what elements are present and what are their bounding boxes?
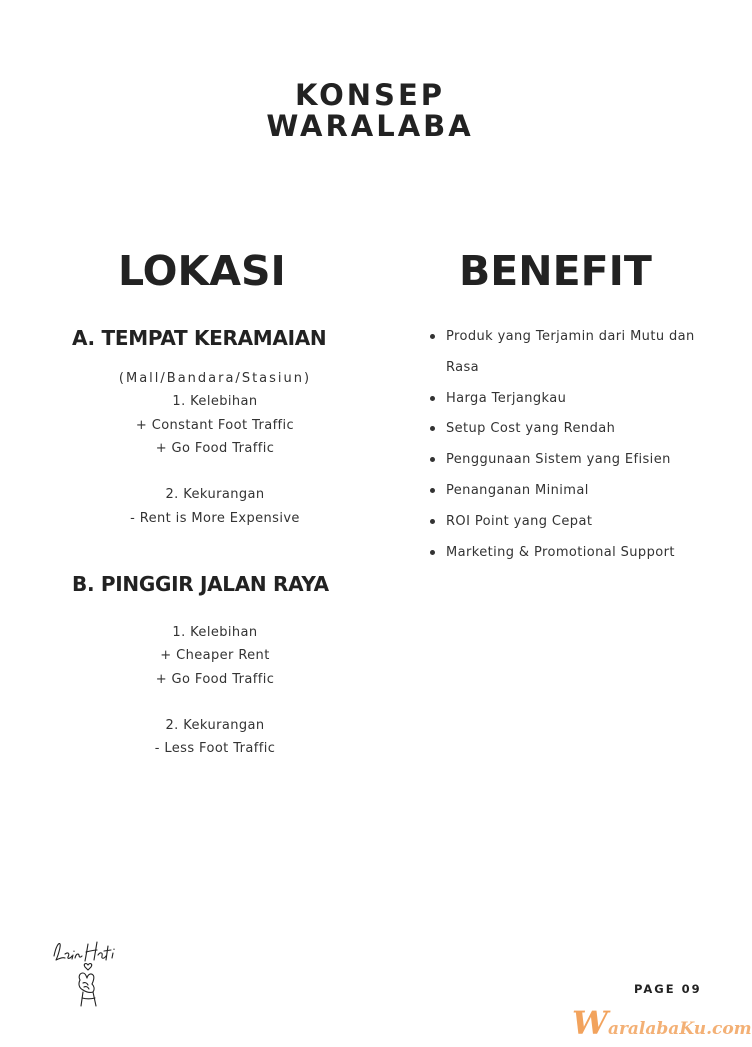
- watermark-part-1: W: [572, 1004, 608, 1042]
- benefit-list: [428, 322, 728, 568]
- benefit-item-text: Harga Terjangkau: [446, 390, 567, 406]
- page-number: PAGE 09: [634, 982, 702, 996]
- bullet-icon: [430, 488, 435, 493]
- section-b-heading: B. PINGGIR JALAN RAYA: [72, 572, 329, 596]
- bullet-icon: [430, 426, 435, 431]
- section-a-heading: A. TEMPAT KERAMAIAN: [72, 326, 327, 350]
- benefit-heading: BENEFIT: [459, 247, 652, 295]
- benefit-item-text: Setup Cost yang Rendah: [446, 421, 616, 437]
- benefit-item: [428, 322, 728, 384]
- section-a-line: 1. Kelebihan: [172, 394, 258, 410]
- watermark-part-2: aralaba: [607, 1019, 680, 1039]
- benefit-item-text: Marketing & Promotional Support: [446, 544, 675, 560]
- benefit-item-text: Penanganan Minimal: [446, 482, 589, 498]
- benefit-item-text: Penggunaan Sistem yang Efisien: [446, 452, 671, 468]
- section-a-details: [55, 367, 375, 530]
- page-title-line-2: WARALABA: [266, 109, 474, 143]
- bullet-icon: [430, 334, 435, 339]
- bullet-icon: [430, 396, 435, 401]
- benefit-item-text-cont: Rasa: [446, 359, 480, 375]
- section-a-line: [55, 460, 375, 483]
- bullet-icon: [430, 457, 435, 462]
- section-b-line: + Cheaper Rent: [160, 648, 270, 664]
- benefit-item: [428, 384, 728, 415]
- benefit-item: [428, 476, 728, 507]
- watermark-part-3: Ku.com: [679, 1019, 752, 1039]
- section-a-line: + Constant Foot Traffic: [135, 417, 295, 433]
- bullet-icon: [430, 550, 435, 555]
- benefit-item: [428, 414, 728, 445]
- section-b-line: + Go Food Traffic: [155, 671, 275, 687]
- page-title-line-1: KONSEP: [294, 78, 446, 112]
- section-b-details: [55, 621, 375, 761]
- benefit-item: [428, 538, 728, 569]
- watermark-logo: [572, 1004, 752, 1042]
- lokasi-heading: LOKASI: [118, 247, 286, 295]
- benefit-item-text: ROI Point yang Cepat: [446, 513, 593, 529]
- section-a-line: 2. Kekurangan: [165, 487, 265, 503]
- section-a-line: + Go Food Traffic: [155, 440, 275, 456]
- section-a-line: - Rent is More Expensive: [130, 510, 300, 526]
- page-title: [0, 80, 740, 142]
- section-b-line: - Less Foot Traffic: [154, 741, 276, 757]
- benefit-item-text: Produk yang Terjamin dari Mutu dan: [446, 329, 695, 344]
- section-b-line: 2. Kekurangan: [165, 718, 265, 734]
- bullet-icon: [430, 519, 435, 524]
- signature-logo: [50, 936, 140, 1011]
- section-b-line: 1. Kelebihan: [172, 625, 258, 640]
- finger-heart-icon: [50, 936, 140, 1011]
- section-b-line: [55, 691, 375, 714]
- section-a-line: (Mall/Bandara/Stasiun): [118, 371, 312, 386]
- benefit-item: [428, 507, 728, 538]
- benefit-item: [428, 445, 728, 476]
